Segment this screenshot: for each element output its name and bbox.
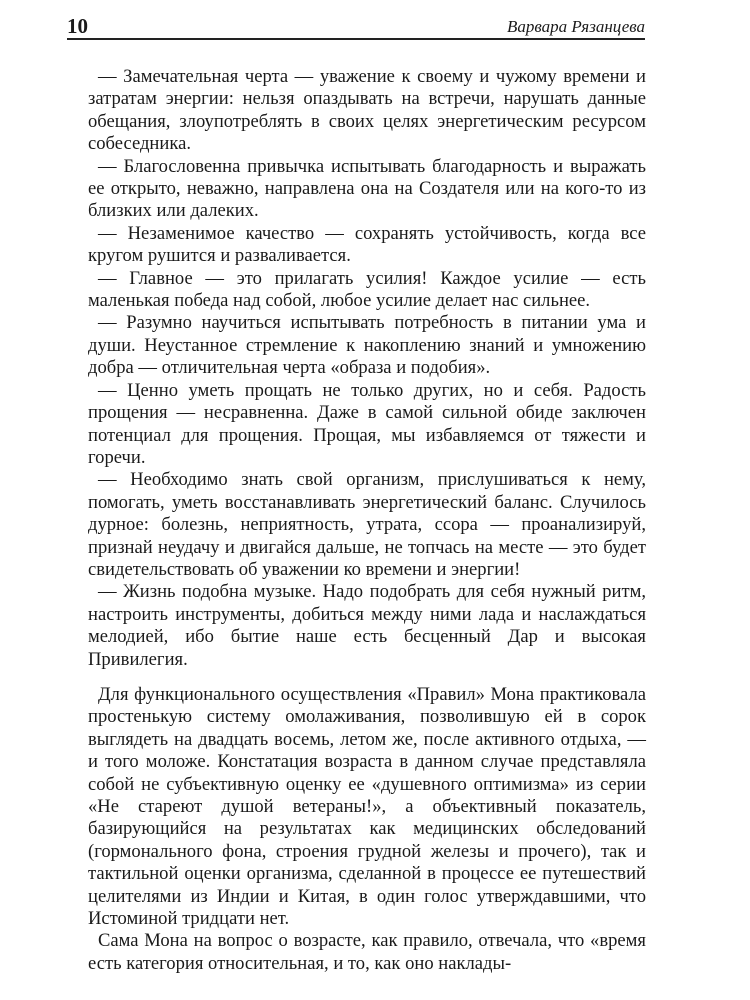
running-header [67, 14, 645, 40]
author-name: Варвара Рязанцева [506, 17, 645, 36]
saying-paragraph: — Замечательная черта — уважение к своему и чужому времени и затратам энергии: нельзя опаздывать на встречи, нарушать данные обещания, злоупотреблять в своих целях энергетическим ресурсом собеседника. [88, 66, 646, 155]
body-paragraph: Для функционального осуществления «Правил» Мона практиковала простенькую систему омолаживания, позволившую ей в сорок выглядеть на двадцать восемь, летом же, после активного отдыха, — и того моложе. Констатация возраста в данном случае представляла собой не субъективную оценку ее «душевного оптимизма» из серии «Не стареют душой ветераны!», а объективный показатель, базирующийся на результатах как медицинских обследований (гормонального фона, строения грудной железы и прочего), так и тактильной оценки организма, сделанной в процессе ее путешествий целителями из Индии и Китая, в один голос утверждавшими, что Истоминой тридцати нет. [88, 684, 646, 930]
saying-paragraph: — Благословенна привычка испытывать благодарность и выражать ее открыто, неважно, направлена она на Создателя или на кого-то из близких или далеких. [88, 155, 646, 222]
saying-paragraph: — Разумно научиться испытывать потребность в питании ума и души. Неустанное стремление к накоплению знаний и умножению добра — отличительная черта «образа и подобия». [88, 312, 646, 379]
body-paragraph: Сама Мона на вопрос о возрасте, как правило, отвечала, что «время есть категория относительная, и то, как оно наклады- [88, 930, 646, 974]
saying-paragraph: — Жизнь подобна музыке. Надо подобрать для себя нужный ритм, настроить инструменты, добиться между ними лада и наслаждаться мелодией, ибо бытие наше есть бесценный Дар и высокая Привилегия. [88, 581, 646, 670]
page-number: 10 [67, 14, 88, 38]
saying-paragraph: — Ценно уметь прощать не только других, но и себя. Радость прощения — несравненна. Даже в самой сильной обиде заключен потенциал для прощения. Прощая, мы избавляемся от тяжести и горечи. [88, 379, 646, 468]
body-text [88, 684, 646, 975]
saying-paragraph: — Главное — это прилагать усилия! Каждое усилие — есть маленькая победа над собой, любое усилие делает нас сильнее. [88, 267, 646, 312]
sayings-list [88, 66, 646, 671]
saying-paragraph: — Необходимо знать свой организм, прислушиваться к нему, помогать, уметь восстанавливать энергетический баланс. Случилось дурное: болезнь, неприятность, утрата, ссора — проанализируй, признай неудачу и двигайся дальше, не топчась на месте — это будет свидетельствовать об уважении ко времени и энергии! [88, 469, 646, 580]
saying-paragraph: — Незаменимое качество — сохранять устойчивость, когда все кругом рушится и разваливается. [88, 222, 646, 267]
